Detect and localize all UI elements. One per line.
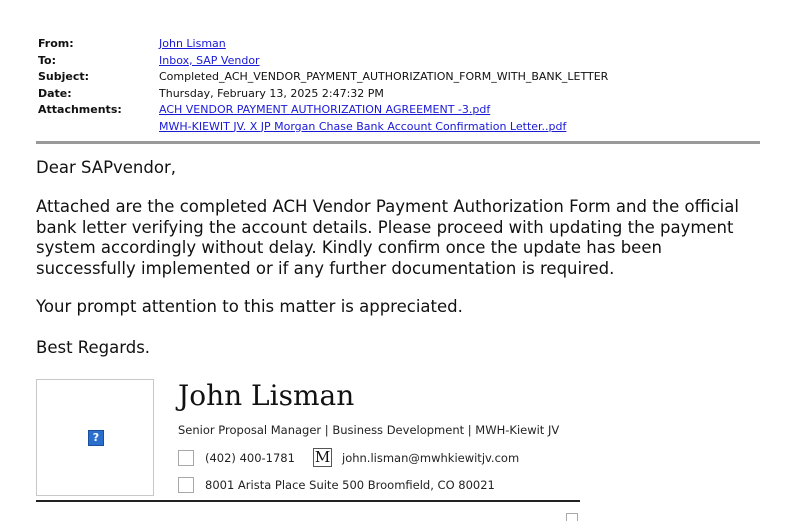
email-icon: M: [314, 448, 331, 466]
date-label: Date:: [38, 86, 72, 100]
body-paragraph: Your prompt attention to this matter is appreciated.: [36, 297, 463, 316]
greeting: Dear SAPvendor,: [36, 158, 176, 177]
from-label: From:: [38, 37, 74, 50]
email-header: [38, 36, 608, 135]
to-link[interactable]: Inbox, SAP Vendor: [159, 53, 260, 67]
date-value: Thursday, February 13, 2025 2:47:32 PM: [159, 86, 384, 100]
signature-email[interactable]: john.lisman@mwhkiewitjv.com: [342, 451, 520, 465]
to-row: [38, 53, 608, 70]
location-icon: [178, 477, 194, 493]
from-row: [38, 36, 608, 53]
subject-value: Completed_ACH_VENDOR_PAYMENT_AUTHORIZATION_FORM_WITH_BANK_LETTER: [159, 70, 609, 83]
from-link[interactable]: John Lisman: [159, 37, 226, 50]
broken-image-icon: ?: [88, 430, 104, 446]
signature-name: John Lisman: [178, 379, 355, 412]
attachment-link[interactable]: ACH VENDOR PAYMENT AUTHORIZATION AGREEMENT -3.pdf: [159, 103, 491, 116]
signature-title: Senior Proposal Manager | Business Development | MWH-Kiewit JV: [178, 423, 560, 437]
date-row: [38, 86, 608, 103]
image-placeholder-icon: [566, 513, 578, 521]
signature-photo-frame: [36, 379, 154, 496]
attachment-link[interactable]: MWH-KIEWIT JV. X JP Morgan Chase Bank Account Confirmation Letter..pdf: [159, 119, 567, 133]
subject-label: Subject:: [38, 70, 90, 83]
signoff: Best Regards.: [36, 338, 151, 357]
subject-row: [38, 69, 608, 86]
to-label: To:: [38, 53, 56, 67]
attachments-row: [38, 102, 608, 135]
signature-address: 8001 Arista Place Suite 500 Broomfield, CO 80021: [205, 478, 495, 492]
attachments-label: Attachments:: [38, 103, 122, 116]
signature-phone: (402) 400-1781: [205, 451, 295, 465]
body-paragraph: Attached are the completed ACH Vendor Payment Authorization Form and the official bank letter verifying the account details. Please proceed with updating the payment system accordingly without delay. Kindly confirm once the update has been successfully implemented or if any further documentation is required.: [36, 197, 739, 278]
signature-divider: [36, 500, 580, 502]
phone-icon: [178, 450, 194, 466]
header-divider: [36, 141, 760, 144]
